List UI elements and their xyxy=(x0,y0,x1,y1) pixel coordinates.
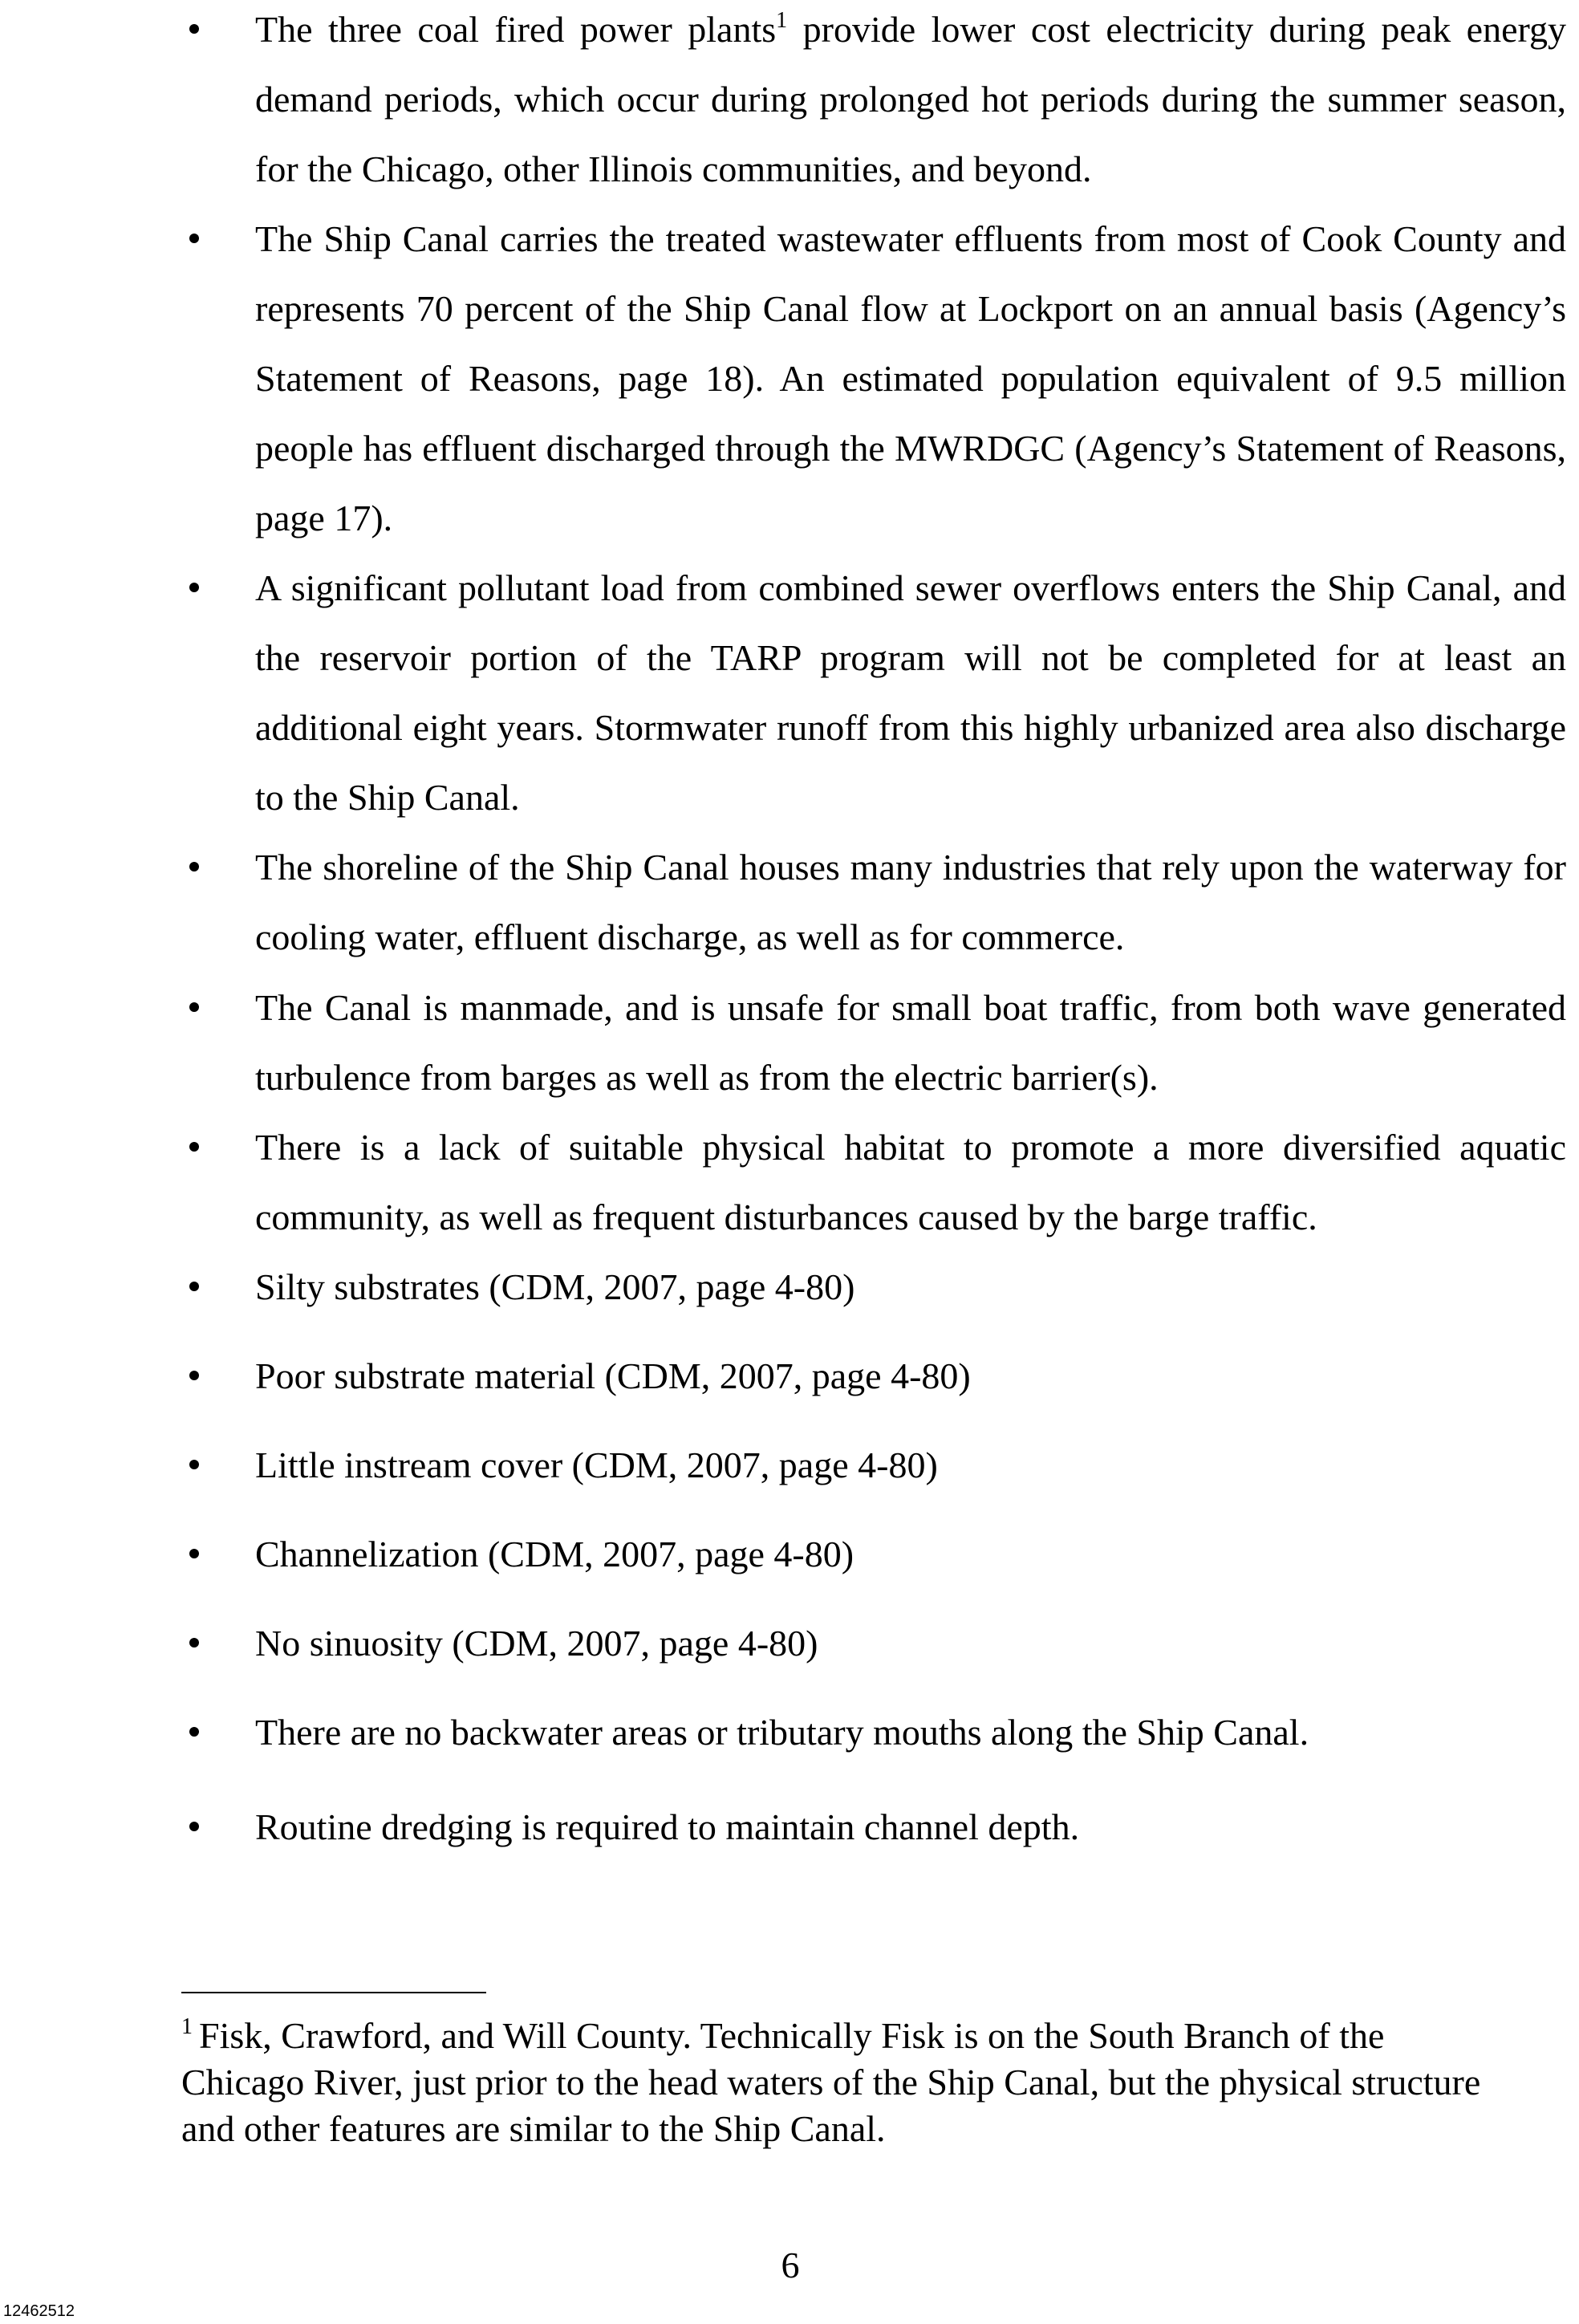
page-number: 6 xyxy=(781,2245,800,2285)
bullet-icon xyxy=(183,1608,207,1678)
list-item-text: Silty substrates (CDM, 2007, page 4-80) xyxy=(255,1266,855,1307)
list-item-text-part: The three coal fired power plants xyxy=(255,9,777,50)
bullet-icon xyxy=(183,1519,207,1589)
list-item-text: The Ship Canal carries the treated wastewater effluents from most of Cook County and represents 70 percent of the Ship Canal flow at Lockport on an annual basis (Agency’s Statement of Reasons, page 18). An estimated population equivalent of 9.5 million people has effluent discharged through the MWRDGC (Agency’s Statement of Reasons, page 17). xyxy=(255,218,1566,538)
list-item xyxy=(183,832,1566,972)
list-item xyxy=(183,0,1566,204)
list-item-text: Little instream cover (CDM, 2007, page 4-80) xyxy=(255,1444,938,1485)
bullet-icon xyxy=(183,1341,207,1411)
footnote-text: Fisk, Crawford, and Will County. Technically Fisk is on the South Branch of the Chicago River, just prior to the head waters of the Ship Canal, but the physical structure and other features are similar to the Ship Canal. xyxy=(181,2015,1481,2149)
list-item xyxy=(183,1697,1566,1767)
list-item xyxy=(183,1112,1566,1252)
list-item-text-part: provide lower cost electricity during peak energy demand periods, which occur during prolonged hot periods during the summer season, for the Chicago, other Illinois communities, and beyond. xyxy=(255,9,1566,189)
list-item-text: A significant pollutant load from combined sewer overflows enters the Ship Canal, and the reservoir portion of the TARP program will not be completed for at least an additional eight years. Stormwater runoff from this highly urbanized area also discharge to the Ship Canal. xyxy=(255,567,1566,818)
bullet-icon xyxy=(183,973,207,1042)
list-item xyxy=(183,553,1566,832)
list-item xyxy=(183,1519,1566,1589)
footnote xyxy=(181,2013,1497,2152)
bullet-icon xyxy=(183,1252,207,1322)
list-item xyxy=(183,204,1566,553)
bullet-icon xyxy=(183,1792,207,1862)
footnote-separator xyxy=(181,1992,486,1993)
bullet-icon xyxy=(183,204,207,274)
list-item xyxy=(183,973,1566,1112)
bullet-icon xyxy=(183,553,207,623)
list-item-text: Poor substrate material (CDM, 2007, page 4-80) xyxy=(255,1355,971,1396)
list-item xyxy=(183,1252,1566,1322)
bullet-icon xyxy=(183,832,207,902)
bullet-icon xyxy=(183,1112,207,1182)
list-item-text: Channelization (CDM, 2007, page 4-80) xyxy=(255,1534,854,1574)
bullet-icon xyxy=(183,0,207,64)
list-item-text: There is a lack of suitable physical habitat to promote a more diversified aquatic community, as well as frequent disturbances caused by the barge traffic. xyxy=(255,1127,1566,1237)
list-item xyxy=(183,1341,1566,1411)
footnote-reference: 1 xyxy=(776,8,788,33)
list-item-text: The Canal is manmade, and is unsafe for small boat traffic, from both wave generated turbulence from barges as well as from the electric barrier(s). xyxy=(255,987,1566,1098)
list-item xyxy=(183,1608,1566,1678)
list-item-text: The shoreline of the Ship Canal houses many industries that rely upon the waterway for cooling water, effluent discharge, as well as for commerce. xyxy=(255,847,1566,957)
list-item xyxy=(183,1792,1566,1862)
footnote-number: 1 xyxy=(181,2014,193,2039)
list-item xyxy=(183,1430,1566,1500)
list-item-text xyxy=(255,0,1566,204)
bullet-icon xyxy=(183,1697,207,1767)
list-item-text: No sinuosity (CDM, 2007, page 4-80) xyxy=(255,1623,818,1664)
list-item-text: There are no backwater areas or tributary mouths along the Ship Canal. xyxy=(255,1712,1309,1753)
document-id: 12462512 xyxy=(3,2302,75,2320)
list-item-text: Routine dredging is required to maintain channel depth. xyxy=(255,1806,1080,1847)
bullet-icon xyxy=(183,1430,207,1500)
